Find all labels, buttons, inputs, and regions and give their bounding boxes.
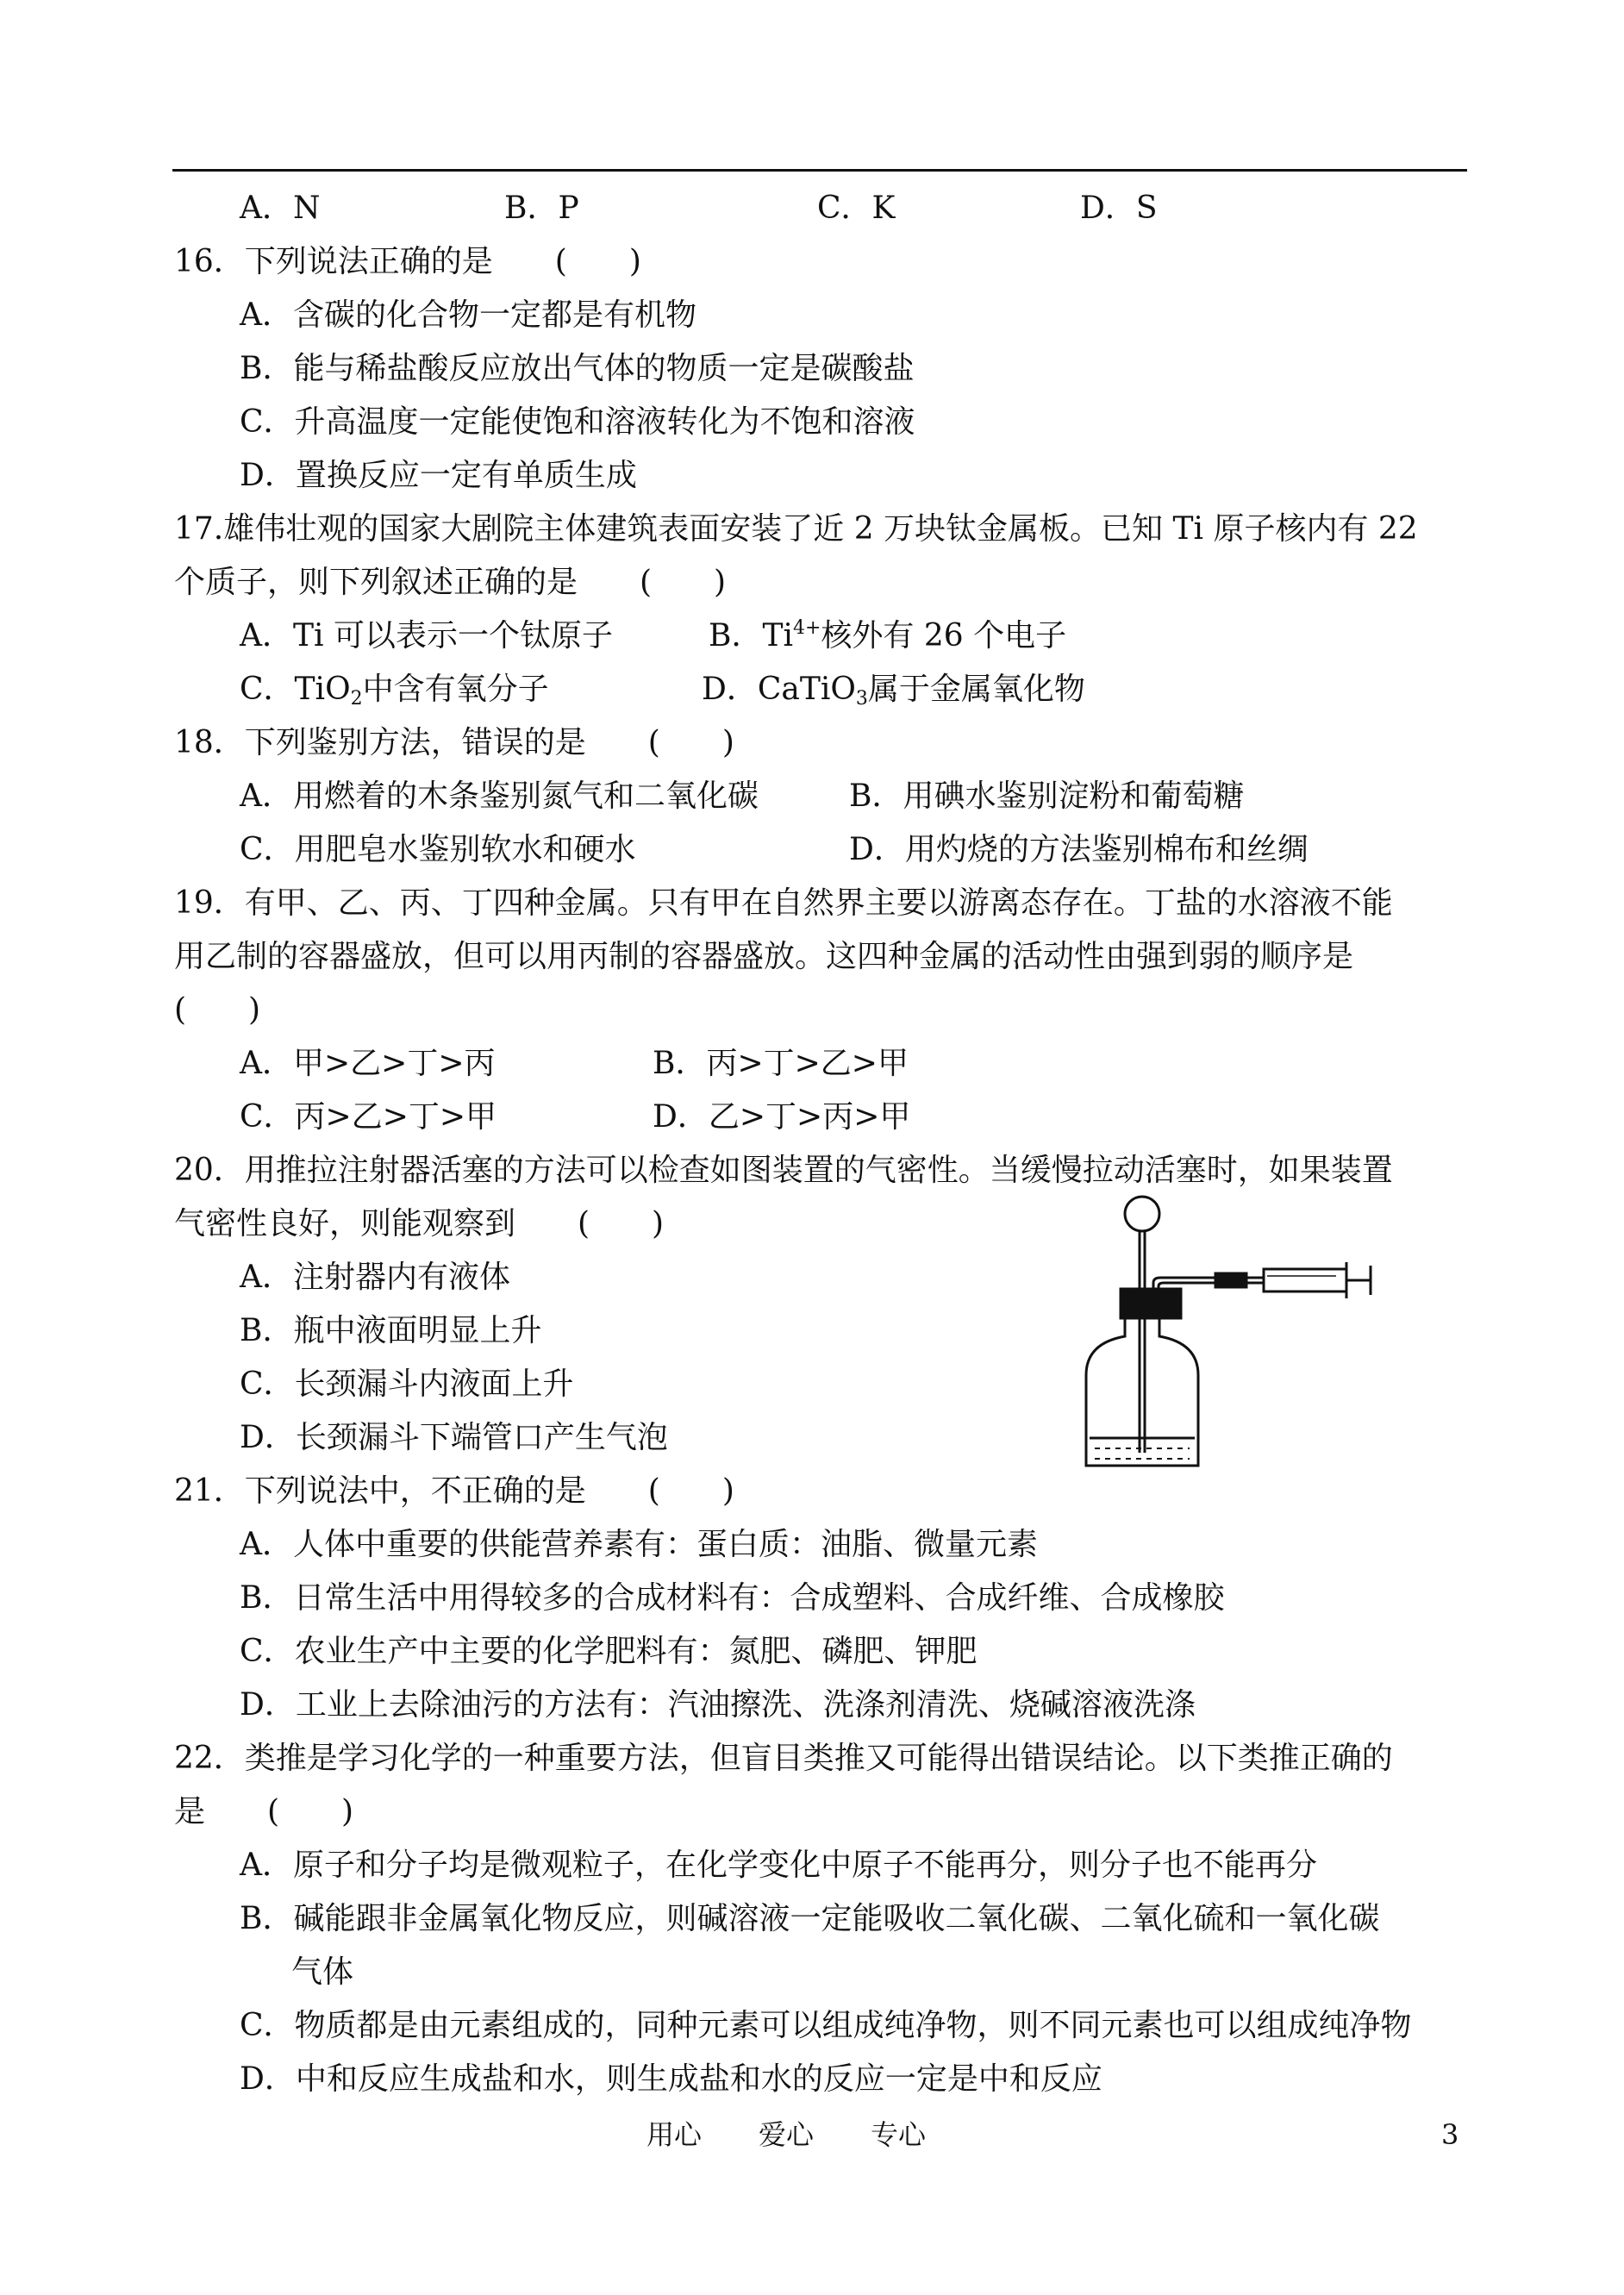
footer-slogan-3: 专心: [871, 2118, 927, 2151]
q18-option-c: C．用肥皂水鉴别软水和硬水: [240, 832, 636, 867]
q17-option-d-sub: 3: [855, 688, 868, 710]
q17-option-b-post: 核外有 26 个电子: [821, 618, 1067, 653]
q15-option-b: B．P: [504, 191, 579, 226]
q21-stem: 21．下列说法中，不正确的是 ( ): [174, 1473, 734, 1509]
q18-option-a: A．用燃着的木条鉴别氮气和二氧化碳: [240, 779, 759, 814]
q17-option-c-post: 中含有氧分子: [362, 672, 549, 707]
q19-option-a: A．甲>乙>丁>丙: [240, 1046, 496, 1081]
apparatus-diagram: [1077, 1190, 1457, 1483]
rubber-connector: [1215, 1273, 1246, 1287]
q21-option-c: C．农业生产中主要的化学肥料有：氮肥、磷肥、钾肥: [240, 1634, 978, 1669]
q20-option-d: D．长颈漏斗下端管口产生气泡: [240, 1420, 668, 1455]
q19-option-b: B．丙>丁>乙>甲: [653, 1046, 909, 1081]
q15-option-c: C．K: [817, 191, 896, 226]
q17-option-c-sub: 2: [350, 688, 363, 710]
q17-option-d: [702, 671, 1085, 709]
q21-option-b: B．日常生活中用得较多的合成材料有：合成塑料、合成纤维、合成橡胶: [240, 1580, 1225, 1616]
q22-stem-line2: 是 ( ): [174, 1794, 354, 1829]
q16-option-c: C．升高温度一定能使饱和溶液转化为不饱和溶液: [240, 404, 915, 440]
q22-option-d: D．中和反应生成盐和水，则生成盐和水的反应一定是中和反应: [240, 2061, 1102, 2097]
funnel-bulb: [1125, 1197, 1159, 1231]
q15-option-a: A．N: [240, 191, 321, 226]
q21-option-d: D．工业上去除油污的方法有：汽油擦洗、洗涤剂清洗、烧碱溶液洗涤: [240, 1687, 1196, 1723]
footer-slogan-2: 爱心: [759, 2118, 815, 2151]
q21-option-a: A．人体中重要的供能营养素有：蛋白质：油脂、微量元素: [240, 1527, 1038, 1562]
q19-stem-line3: ( ): [174, 992, 261, 1028]
q22-option-b-line2: 气体: [291, 1954, 354, 1990]
q20-option-a: A．注射器内有液体: [240, 1260, 510, 1295]
footer-slogan-1: 用心: [646, 2118, 703, 2151]
q20-stem-line2: 气密性良好，则能观察到 ( ): [174, 1206, 665, 1241]
q16-option-d: D．置换反应一定有单质生成: [240, 458, 637, 493]
header-rule: [172, 169, 1467, 172]
q18-option-b: B．用碘水鉴别淀粉和葡萄糖: [849, 779, 1245, 814]
page-number: 3: [1441, 2118, 1459, 2151]
q22-option-a: A．原子和分子均是微观粒子，在化学变化中原子不能再分，则分子也不能再分: [240, 1848, 1317, 1883]
q20-option-b: B．瓶中液面明显上升: [240, 1313, 542, 1348]
q22-stem-line1: 22．类推是学习化学的一种重要方法，但盲目类推又可能得出错误结论。以下类推正确的: [174, 1741, 1393, 1776]
q18-option-d: D．用灼烧的方法鉴别棉布和丝绸: [849, 832, 1309, 867]
q19-option-c: C．丙>乙>丁>甲: [240, 1099, 497, 1135]
q17-option-b: [709, 617, 1066, 655]
q17-option-a: A．Ti 可以表示一个钛原子: [240, 618, 613, 653]
q17-option-b-sup: 4+: [792, 617, 821, 639]
q17-option-d-post: 属于金属氧化物: [867, 672, 1085, 707]
q20-stem-line1: 20．用推拉注射器活塞的方法可以检查如图装置的气密性。当缓慢拉动活塞时，如果装置: [174, 1153, 1393, 1188]
q19-option-d: D．乙>丁>丙>甲: [653, 1099, 911, 1135]
q16-stem: 16．下列说法正确的是 ( ): [174, 244, 641, 279]
bottle-outline: [1086, 1318, 1198, 1466]
bottle-stopper: [1121, 1289, 1181, 1318]
q18-stem: 18．下列鉴别方法，错误的是 ( ): [174, 725, 734, 760]
q22-option-c: C．物质都是由元素组成的，同种元素可以组成纯净物，则不同元素也可以组成纯净物: [240, 2008, 1412, 2043]
q17-option-b-pre: B．Ti: [709, 618, 793, 653]
q17-stem-line2: 个质子，则下列叙述正确的是 ( ): [174, 565, 727, 600]
q20-option-c: C．长颈漏斗内液面上升: [240, 1366, 574, 1402]
q16-option-b: B．能与稀盐酸反应放出气体的物质一定是碳酸盐: [240, 351, 915, 386]
q15-option-d: D．S: [1080, 191, 1158, 226]
q16-option-a: A．含碳的化合物一定都是有机物: [240, 297, 696, 333]
q17-option-c: [240, 671, 549, 709]
q22-option-b-line1: B．碱能跟非金属氧化物反应，则碱溶液一定能吸收二氧化碳、二氧化硫和一氧化碳: [240, 1901, 1380, 1936]
q17-option-c-pre: C．TiO: [240, 672, 351, 707]
q17-option-d-pre: D．CaTiO: [702, 672, 856, 707]
q17-stem-line1: 17.雄伟壮观的国家大剧院主体建筑表面安装了近 2 万块钛金属板。已知 Ti 原子核内有 22: [174, 511, 1418, 547]
q19-stem-line1: 19．有甲、乙、丙、丁四种金属。只有甲在自然界主要以游离态存在。丁盐的水溶液不能: [174, 885, 1393, 921]
q19-stem-line2: 用乙制的容器盛放，但可以用丙制的容器盛放。这四种金属的活动性由强到弱的顺序是: [174, 939, 1354, 974]
syringe-barrel: [1264, 1269, 1346, 1291]
